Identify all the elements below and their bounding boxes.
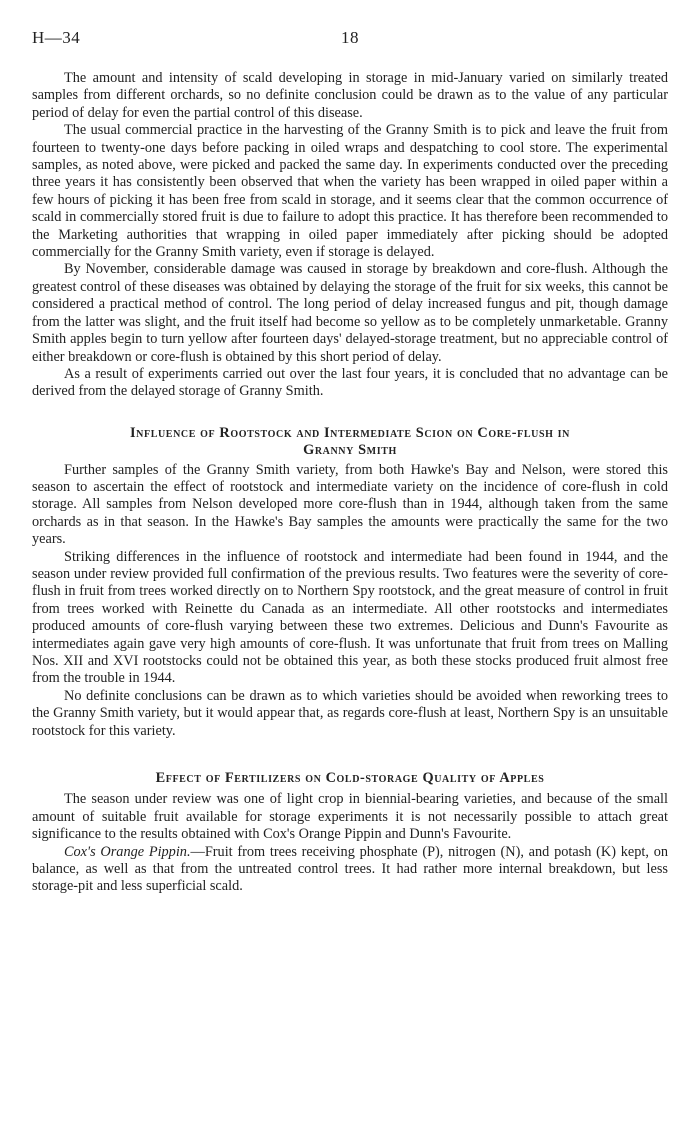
heading-fertilizer-effect: [32, 770, 668, 787]
paragraph-scald-variation: The amount and intensity of scald developing in storage in mid-January varied on similarly treated samples from different orchards, so no definite conclusion could be drawn as to the value of any particular period of delay for even the partial control of this disease.: [32, 70, 668, 121]
heading-rootstock-line1: Influence of Rootstock and Intermediate Scion on Core-flush in: [130, 424, 570, 441]
page-header: [32, 28, 668, 52]
paragraph-cox-orange-pippin: [32, 844, 668, 896]
heading-rootstock-influence: [32, 425, 668, 460]
paragraph-light-crop-season: The season under review was one of light crop in biennial-bearing varieties, and because of the small amount of suitable fruit available for storage experiments it is not necessarily possible to attach great significance to the results obtained with Cox's Orange Pippin and Dunn's Favourite.: [32, 791, 668, 843]
paragraph-commercial-practice: The usual commercial practice in the harvesting of the Granny Smith is to pick and leave the fruit from fourteen to twenty-one days before packing in oiled wraps and despatching to cool store. The experimental samples, as noted above, were picked and packed the same day. In experiments conducted over the preceding three years it has consistently been observed that when the variety has been wrapped in oiled paper within a few hours of picking it has been free from scald in storage, and it seems clear that the common occurrence of scald in commercially stored fruit is due to failure to adopt this practice. It has therefore been recommended to the Marketing authorities that wrapping in oiled paper immediately after picking should be adopted commercially for the Granny Smith variety, even if storage is delayed.: [32, 122, 668, 261]
document-reference: H—34: [32, 28, 81, 47]
paragraph-november-damage: By November, considerable damage was caused in storage by breakdown and core-flush. Although the greatest control of these diseases was obtained by delaying the storage of the fruit for six weeks, this cannot be considered a practical method of control. The long period of delay increased fungus and pit, though damage from the latter was slight, and the fruit itself had become so yellow as to be completely unmarketable. Granny Smith apples begin to turn yellow after fourteen days' delayed-storage treatment, but no appreciable control of either breakdown or core-flush is obtained by this short period of delay.: [32, 261, 668, 365]
heading-fertilizer-text: Effect of Fertilizers on Cold-storage Quality of Apples: [155, 770, 545, 787]
page-number: 18: [341, 28, 359, 47]
paragraph-striking-differences: Striking differences in the influence of rootstock and intermediate had been found in 1944, and the season under review provided full confirmation of the previous results. Two features were the severity of core-flush in fruit from trees worked directly on to Northern Spy rootstock, and the great measure of control in fruit from trees worked with Reinette du Canada as an intermediate. All other rootstocks and intermediates produced amounts of core-flush varying between these two extremes. Delicious and Dunn's Favourite as intermediates again gave very high amounts of core-flush. It was unfortunate that fruit from trees on Malling Nos. XII and XVI rootstocks could not be obtained this year, as both these stocks produced fruit almost free from the trouble in 1944.: [32, 548, 668, 687]
page-body: [32, 70, 668, 896]
cox-orange-pippin-text: —Fruit from trees receiving phosphate (P), nitrogen (N), and potash (K) kept, on balance, as well as that from the untreated control trees. It had rather more internal breakdown, but less storage-pit and less superficial scald.: [32, 843, 668, 895]
paragraph-delayed-storage-conclusion: As a result of experiments carried out over the last four years, it is concluded that no advantage can be derived from the delayed storage of Granny Smith.: [32, 365, 668, 400]
cox-orange-pippin-runin: Cox's Orange Pippin.: [64, 843, 191, 860]
heading-rootstock-line2: Granny Smith: [303, 442, 397, 459]
paragraph-further-samples: Further samples of the Granny Smith variety, from both Hawke's Bay and Nelson, were stored this season to ascertain the effect of rootstock and intermediate variety on the incidence of core-flush in cold storage. All samples from Nelson developed more core-flush than in 1944, although taken from the same orchards as in that season. In the Hawke's Bay samples the amounts were practically the same for the two years.: [32, 461, 668, 548]
paragraph-rootstock-conclusion: No definite conclusions can be drawn as to which varieties should be avoided when reworking trees to the Granny Smith variety, but it would appear that, as regards core-flush at least, Northern Spy is an unsuitable rootstock for this variety.: [32, 687, 668, 739]
